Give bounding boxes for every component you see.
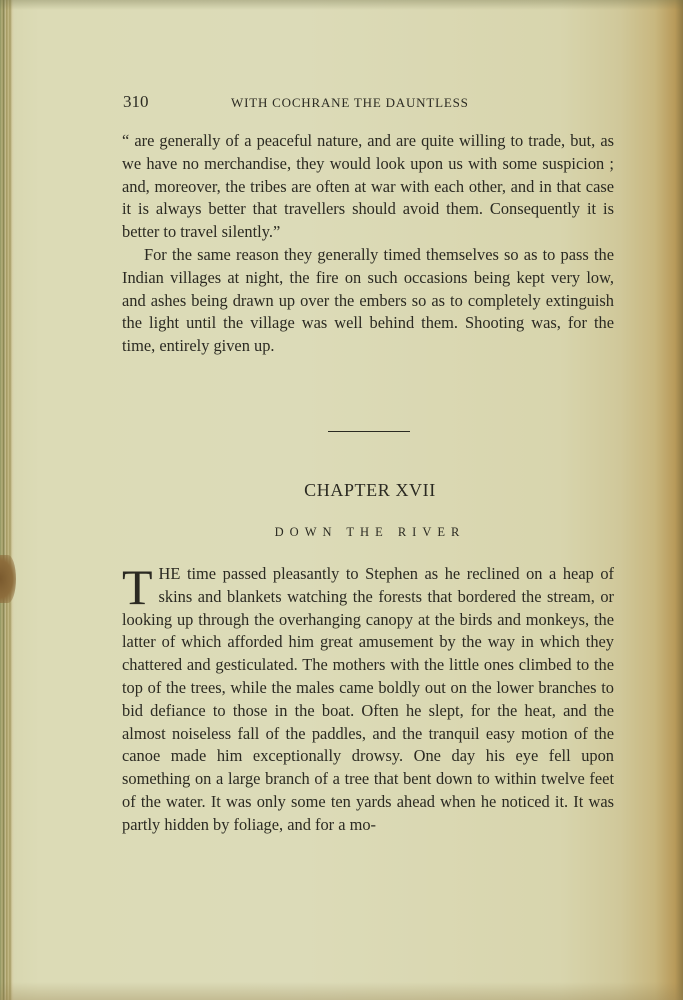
running-head: WITH COCHRANE THE DAUNTLESS [231, 95, 469, 110]
chapter-title: CHAPTER XVII [304, 480, 436, 500]
chapter-opening-body: HE time passed pleasantly to Stephen as he reclined on a heap of skins and blankets watching the forests that bordered the stream, or looking up through the overhanging canopy at the birds and monkeys, the latter of which afforded him great amusement by the way in which they chattered and gesticulated. The mothers with the little ones climbed to the top of the trees, while the males came boldly out on the lower branches to bid defiance to those in the boat. Often he slept, for the heat, and the almost noiseless fall of the paddles, and the tranquil easy motion of the canoe made him exceptionally drowsy. One day his eye fell upon something on a large branch of a tree that bent down to within twelve feet of the water. It was only some ten yards ahead when he noticed it. It was partly hidden by foliage, and for a mo- [122, 564, 614, 834]
chapter-subtitle: DOWN THE RIVER [274, 525, 466, 539]
page-header [123, 92, 613, 114]
page-number: 310 [123, 92, 149, 111]
bottom-shadow [0, 982, 683, 1000]
paragraph: For the same reason they generally timed themselves so as to pass the Indian villages at night, the fire on such occasions being kept very low, and ashes being drawn up over the embers so as to completely extinguish the light until the village was well behind them. Shooting was, for the time, entirely given up. [122, 244, 614, 356]
previous-chapter-text [122, 130, 614, 358]
chapter-opening-paragraph [122, 559, 614, 837]
top-shadow [0, 0, 683, 10]
section-divider-rule [328, 431, 410, 432]
drop-cap: T [122, 559, 153, 615]
spine-stain [0, 555, 16, 603]
paragraph-quote-end: “ are generally of a peaceful nature, and are quite willing to trade, but, as we have no merchandise, they would look upon us with some suspicion ; and, moreover, the tribes are often at war with each other, and in that case it is always better that travellers should avoid them. Consequently it is better to travel silently.” [122, 131, 614, 242]
chapter-opening-text [122, 559, 614, 837]
